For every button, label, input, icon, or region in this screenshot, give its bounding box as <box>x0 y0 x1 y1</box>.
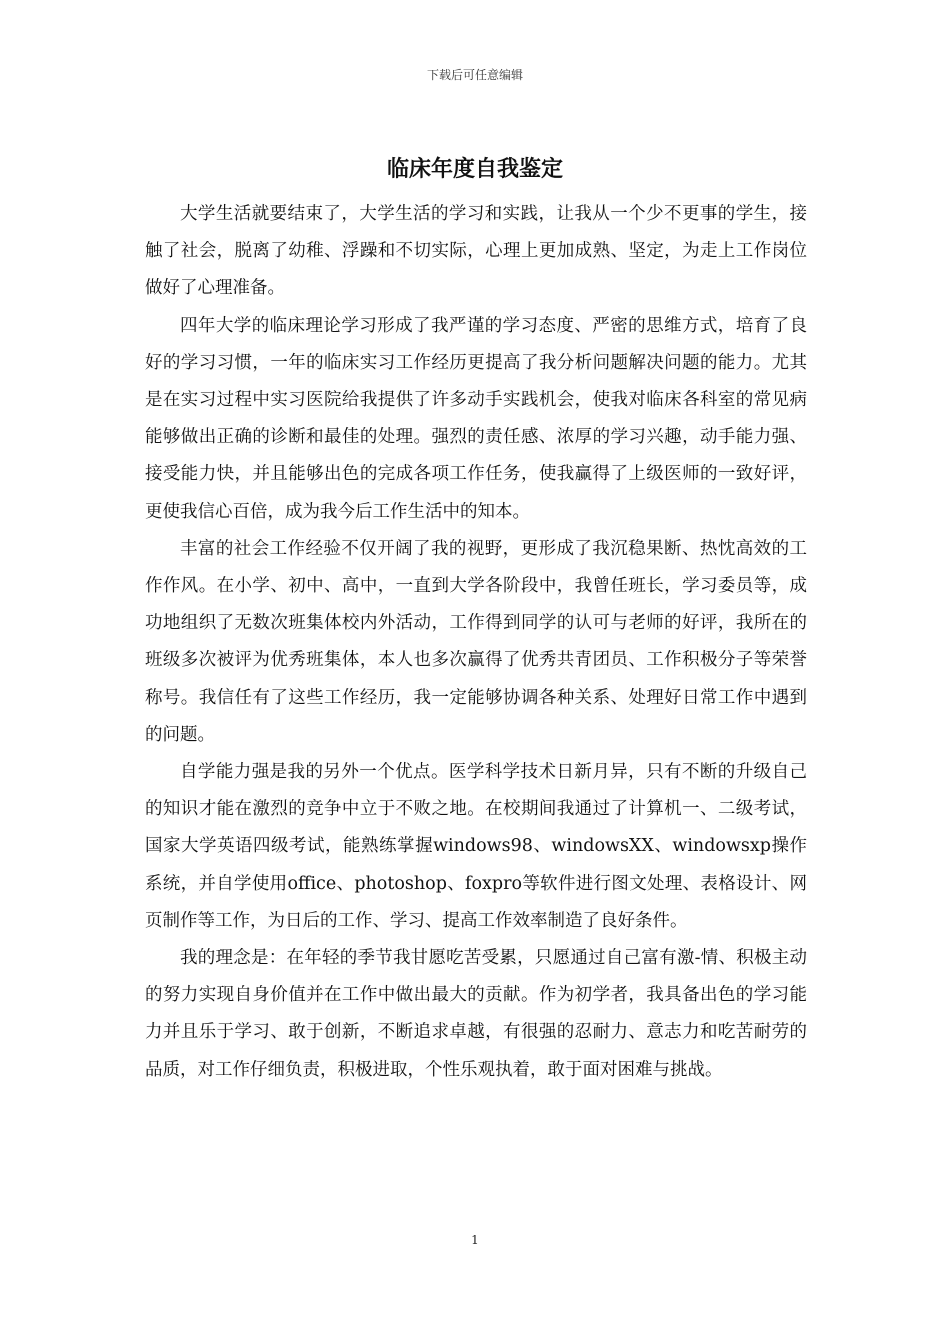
header-note: 下载后可任意编辑 <box>426 68 523 82</box>
paragraph-1: 大学生活就要结束了，大学生活的学习和实践，让我从一个少不更事的学生，接触了社会，脱离了幼稚、浮躁和不切实际，心理上更加成熟、坚定，为走上工作岗位做好了心理准备。 <box>145 204 807 299</box>
paragraph-3: 丰富的社会工作经验不仅开阔了我的视野，更形成了我沉稳果断、热忱高效的工作作风。在小学、初中、高中，一直到大学各阶段中，我曾任班长，学习委员等，成功地组织了无数次班集体校内外活动，工作得到同学的认可与老师的好评，我所在的班级多次被评为优秀班集体，本人也多次赢得了优秀共青团员、工作积极分子等荣誉称号。我信任有了这些工作经历，我一定能够协调各种关系、处理好日常工作中遇到的问题。 <box>145 538 807 745</box>
document-body <box>145 196 807 1089</box>
paragraph-4: 自学能力强是我的另外一个优点。医学科学技术日新月异，只有不断的升级自己的知识才能在激烈的竞争中立于不败之地。在校期间我通过了计算机一、二级考试，国家大学英语四级考试，能熟练掌握windows98、windowsXX、windowsxp操作系统，并自学使用office、photoshop、foxpro等软件进行图文处理、表格设计、网页制作等工作，为日后的工作、学习、提高工作效率制造了良好条件。 <box>145 762 807 931</box>
document-title: 临床年度自我鉴定 <box>386 157 563 182</box>
page-number: 1 <box>471 1233 479 1247</box>
paragraph-5: 我的理念是：在年轻的季节我甘愿吃苦受累，只愿通过自己富有激-情、积极主动的努力实现自身价值并在工作中做出最大的贡献。作为初学者，我具备出色的学习能力并且乐于学习、敢于创新，不断追求卓越，有很强的忍耐力、意志力和吃苦耐劳的品质，对工作仔细负责，积极进取，个性乐观执着，敢于面对困难与挑战。 <box>145 948 807 1080</box>
paragraph-2: 四年大学的临床理论学习形成了我严谨的学习态度、严密的思维方式，培育了良好的学习习惯，一年的临床实习工作经历更提高了我分析问题解决问题的能力。尤其是在实习过程中实习医院给我提供了许多动手实践机会，使我对临床各科室的常见病能够做出正确的诊断和最佳的处理。强烈的责任感、浓厚的学习兴趣，动手能力强、接受能力快，并且能够出色的完成各项工作任务，使我赢得了上级医师的一致好评，更使我信心百倍，成为我今后工作生活中的知本。 <box>145 315 807 522</box>
